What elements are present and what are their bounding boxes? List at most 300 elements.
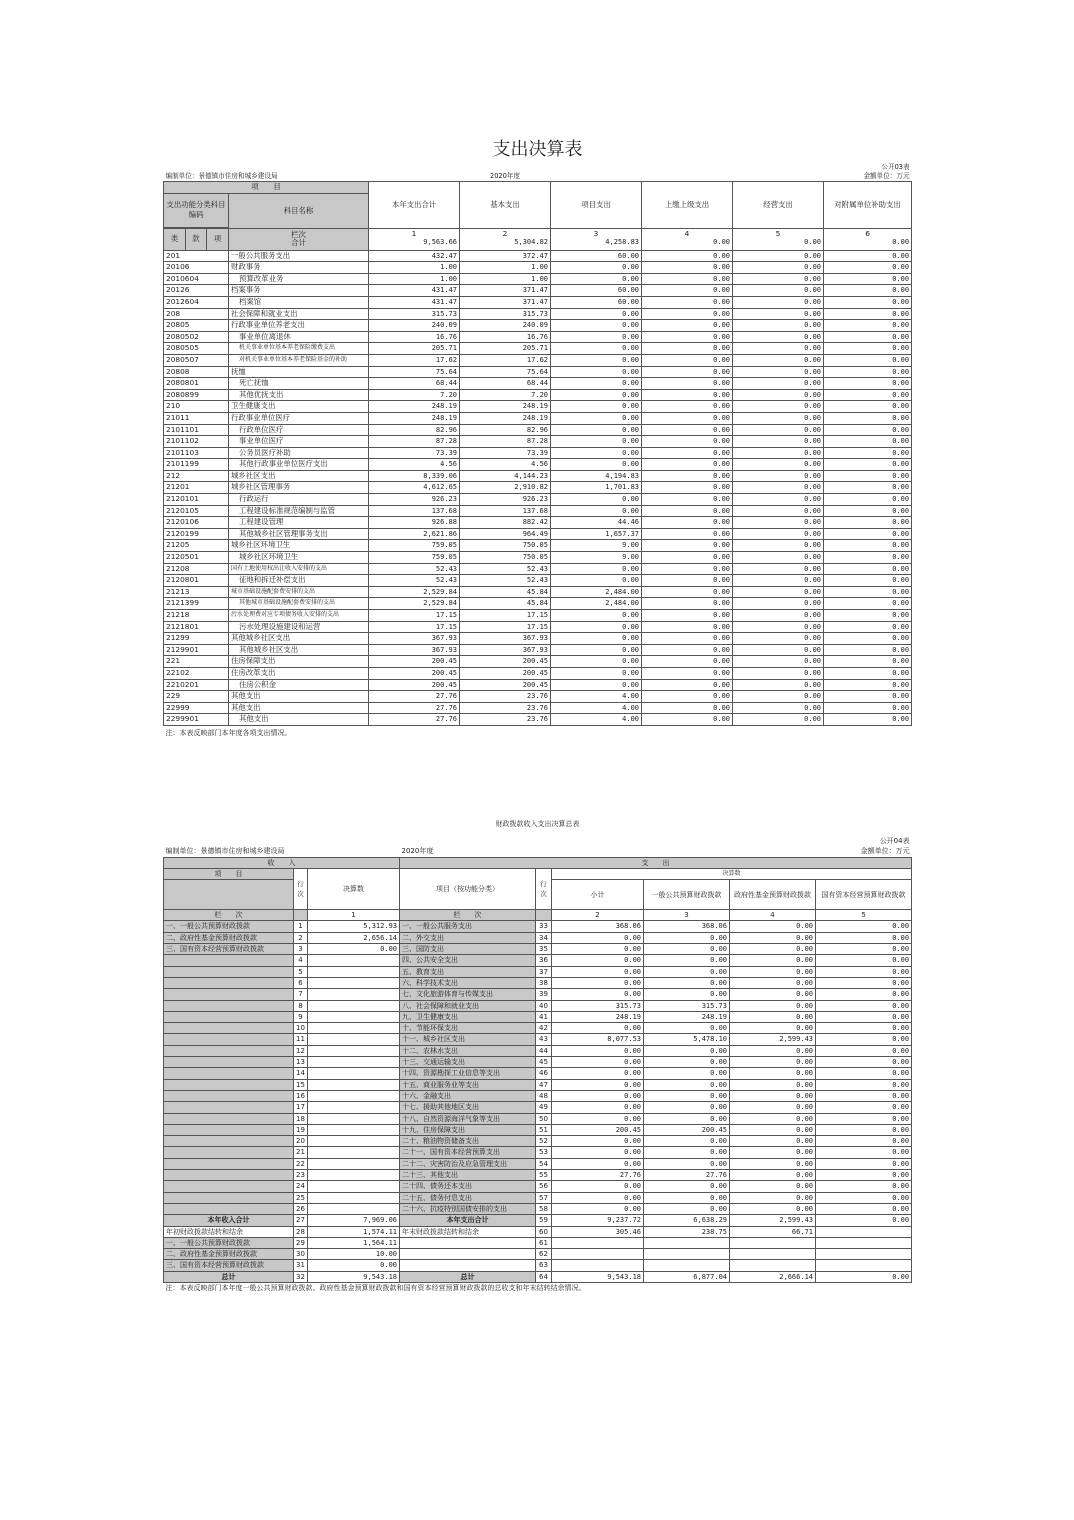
table1-row-value: 0.00 xyxy=(824,401,912,413)
table2-row-expense-value: 0.00 xyxy=(730,989,816,1000)
table1-row-value: 4.00 xyxy=(551,714,642,726)
table1-row-value: 1.00 xyxy=(369,262,460,274)
table1-row-value: 882.42 xyxy=(460,517,551,529)
table2-row-expense-ln: 46 xyxy=(536,1068,552,1079)
table1-row-value: 52.43 xyxy=(369,575,460,587)
table1-row-value: 4,194.83 xyxy=(551,470,642,482)
table2-row-expense-value: 0.00 xyxy=(730,921,816,932)
table2-row-income-ln: 11 xyxy=(294,1034,308,1045)
table2-row-expense-ln: 51 xyxy=(536,1124,552,1135)
table2-row-expense-value: 0.00 xyxy=(730,1102,816,1113)
table1-row-name: 城乡社区环境卫生 xyxy=(229,552,369,564)
table1-row-value: 2,529.84 xyxy=(369,598,460,610)
table1-row-value: 8,339.06 xyxy=(369,470,460,482)
table1-row-value: 45.84 xyxy=(460,598,551,610)
table2-row-income-value xyxy=(308,1203,400,1214)
table1-row-value: 2,484.00 xyxy=(551,586,642,598)
table1-row-value: 200.45 xyxy=(460,656,551,668)
table1-row-value: 0.00 xyxy=(824,320,912,332)
table2-row-expense-value: 0.00 xyxy=(730,1158,816,1169)
table2-expense-total-v4: 0.00 xyxy=(816,1215,912,1226)
table2-grand-total-ln-right: 64 xyxy=(536,1271,552,1282)
table1-row xyxy=(164,563,912,575)
table1-total-6: 0.00 xyxy=(892,237,910,246)
table1-row-code: 2299901 xyxy=(164,714,229,726)
table2-r61-item xyxy=(400,1237,536,1248)
table2-row-expense-value: 0.00 xyxy=(816,1102,912,1113)
table2-r63-v4 xyxy=(816,1260,912,1271)
table2-row-income-item xyxy=(164,1147,294,1158)
table1-row-value: 367.93 xyxy=(460,633,551,645)
table2-header-general: 一般公共预算财政拨款 xyxy=(644,880,730,910)
table2-row-expense-item: 十八、自然资源海洋气象等支出 xyxy=(400,1113,536,1124)
table2-header-fund: 政府性基金预算财政拨款 xyxy=(730,880,816,910)
table1-row-value: 27.76 xyxy=(369,702,460,714)
table1-row-name: 其他城乡社区支出 xyxy=(229,644,369,656)
table2-row-income-item xyxy=(164,1011,294,1022)
table1-row-value: 205.71 xyxy=(460,343,551,355)
table2-r61-ln: 61 xyxy=(536,1237,552,1248)
table2-row-income-ln: 13 xyxy=(294,1057,308,1068)
table1-row xyxy=(164,540,912,552)
table2-row-income-ln: 26 xyxy=(294,1203,308,1214)
table1-row-value: 17.15 xyxy=(460,610,551,622)
table2-row-expense-value: 27.76 xyxy=(644,1170,730,1181)
table2-row-income-item: 三、国有资本经营预算财政拨款 xyxy=(164,944,294,955)
table1-row xyxy=(164,273,912,285)
table1-colnum-5: 5 xyxy=(775,228,781,238)
table2-carryin-label: 年初财政拨款结转和结余 xyxy=(164,1226,294,1237)
table2-carryout-ln: 60 xyxy=(536,1226,552,1237)
table1-row xyxy=(164,714,912,726)
table2-row-expense-value: 0.00 xyxy=(644,1023,730,1034)
table2-note: 注：本表反映部门本年度一般公共预算财政拨款、政府性基金预算财政拨款和国有资本经营预算财政拨款的总收支和年末结转结余情况。 xyxy=(165,1283,586,1292)
table1-header-total: 合计 xyxy=(291,238,306,248)
table2-row-income-item xyxy=(164,1057,294,1068)
table2-row xyxy=(164,1170,912,1181)
table1-row-value: 0.00 xyxy=(642,563,733,575)
table2-row-expense-value: 0.00 xyxy=(730,977,816,988)
table1-row-value: 0.00 xyxy=(733,505,824,517)
table2-row-expense-value: 0.00 xyxy=(816,1170,912,1181)
table1-row-value: 248.19 xyxy=(460,401,551,413)
table1-row-value: 0.00 xyxy=(551,447,642,459)
table1-row xyxy=(164,644,912,656)
table1-colnum-6: 6 xyxy=(865,228,870,238)
table2-row-expense-ln: 37 xyxy=(536,966,552,977)
table2-row-income-item xyxy=(164,989,294,1000)
table1-row-value: 16.76 xyxy=(460,331,551,343)
table1-row-value: 0.00 xyxy=(551,320,642,332)
table1-row-value: 0.00 xyxy=(733,494,824,506)
table2-r61-v2 xyxy=(644,1237,730,1248)
table1-row-value: 2,621.86 xyxy=(369,528,460,540)
table1-total-5: 0.00 xyxy=(804,237,821,246)
table2-row-income-value xyxy=(308,1057,400,1068)
table1-row-value: 0.00 xyxy=(551,494,642,506)
table1-row xyxy=(164,378,912,390)
table1-row-value: 0.00 xyxy=(824,273,912,285)
table1-row-code: 221 xyxy=(164,656,229,668)
table2-row-expense-ln: 41 xyxy=(536,1011,552,1022)
table2-row-expense-value: 0.00 xyxy=(730,1147,816,1158)
table1-row-value: 0.00 xyxy=(642,320,733,332)
table2-header-lineno-left: 行次 xyxy=(294,868,308,909)
table1-row-value: 0.00 xyxy=(824,517,912,529)
table1-row-value: 0.00 xyxy=(642,714,733,726)
table1-row-value: 0.00 xyxy=(551,273,642,285)
table1-row xyxy=(164,633,912,645)
table1-row-value: 0.00 xyxy=(824,354,912,366)
table1-row xyxy=(164,343,912,355)
table2-unit: 编制单位：景德镇市住房和城乡建设局 xyxy=(165,847,285,856)
table1-row-value: 0.00 xyxy=(824,552,912,564)
table1-row-name: 城乡社区支出 xyxy=(229,470,369,482)
table1-row-code: 20805 xyxy=(164,320,229,332)
table2-header-state-capital: 国有资本经营预算财政拨款 xyxy=(816,880,912,910)
table1-row xyxy=(164,494,912,506)
table2-row-expense-ln: 44 xyxy=(536,1045,552,1056)
table1-row-code: 2101101 xyxy=(164,424,229,436)
table2-row-expense-ln: 40 xyxy=(536,1000,552,1011)
table1-row-value: 0.00 xyxy=(642,679,733,691)
table2-row-income-value xyxy=(308,977,400,988)
table2-grand-total-value-left: 9,543.18 xyxy=(308,1271,400,1282)
table1-row-value: 926.88 xyxy=(369,517,460,529)
table1-row-code: 20808 xyxy=(164,366,229,378)
table1-row xyxy=(164,679,912,691)
table2-row-expense-value: 0.00 xyxy=(730,955,816,966)
table2-row-expense-value: 368.06 xyxy=(552,921,644,932)
table1-row-value: 0.00 xyxy=(642,540,733,552)
table1-row-value: 0.00 xyxy=(733,366,824,378)
table1-row-value: 17.15 xyxy=(369,621,460,633)
table2-row-income-item xyxy=(164,1034,294,1045)
table1-row-value: 750.05 xyxy=(460,540,551,552)
table1-row-value: 371.47 xyxy=(460,285,551,297)
table2-row-income-item xyxy=(164,1023,294,1034)
table1-row-value: 0.00 xyxy=(733,644,824,656)
table2-income-total-label: 本年收入合计 xyxy=(164,1215,294,1226)
table1-row-name: 工程建设标准规范编制与监管 xyxy=(229,505,369,517)
table2-row-expense-value: 0.00 xyxy=(552,1136,644,1147)
table2-grand-total-label-left: 总计 xyxy=(164,1271,294,1282)
table2-row-expense-value: 0.00 xyxy=(552,1203,644,1214)
expenditure-statement-table xyxy=(163,137,912,740)
table2-row-income-ln: 5 xyxy=(294,966,308,977)
table2-row-expense-ln: 39 xyxy=(536,989,552,1000)
table1-row-value: 73.39 xyxy=(369,447,460,459)
expenditure-statement-sheet xyxy=(163,137,911,740)
table1-row-value: 0.00 xyxy=(551,412,642,424)
table2-row-expense-value: 0.00 xyxy=(816,1203,912,1214)
table1-row-code: 21299 xyxy=(164,633,229,645)
table1-row-name: 其他支出 xyxy=(229,691,369,703)
table2-row-expense-value: 0.00 xyxy=(816,1034,912,1045)
table1-row-value: 0.00 xyxy=(642,470,733,482)
table1-row-value: 0.00 xyxy=(824,575,912,587)
table2-row-income-value xyxy=(308,1181,400,1192)
table2-income-total-value: 7,969.06 xyxy=(308,1215,400,1226)
table2-r63-v2 xyxy=(644,1260,730,1271)
table1-row-name: 卫生健康支出 xyxy=(229,401,369,413)
table1-row-value: 2,529.84 xyxy=(369,586,460,598)
table2-row-income-ln: 9 xyxy=(294,1011,308,1022)
table1-row-value: 0.00 xyxy=(733,656,824,668)
table1-row-value: 0.00 xyxy=(551,424,642,436)
table2-row-income-ln: 8 xyxy=(294,1000,308,1011)
table1-row-value: 0.00 xyxy=(824,470,912,482)
table1-row xyxy=(164,250,912,262)
table2-row-expense-value: 0.00 xyxy=(730,1124,816,1135)
table2-row-expense-value: 0.00 xyxy=(730,1136,816,1147)
table2-row-income-item xyxy=(164,1102,294,1113)
table1-row-value: 0.00 xyxy=(824,389,912,401)
table2-row-expense-value: 0.00 xyxy=(816,989,912,1000)
table1-row-code: 2012604 xyxy=(164,296,229,308)
table1-row-name: 对机关事业单位基本养老保险基金的补助 xyxy=(229,354,369,366)
table1-header-name: 科目名称 xyxy=(229,193,369,228)
table1-row-value: 0.00 xyxy=(642,424,733,436)
table2-row-expense-value: 0.00 xyxy=(730,1000,816,1011)
table1-row-value: 44.46 xyxy=(551,517,642,529)
table2-lineno-blank-right xyxy=(536,910,552,921)
table2-row-expense-value: 0.00 xyxy=(644,955,730,966)
table2-row-income-value xyxy=(308,1079,400,1090)
table2-row-expense-ln: 49 xyxy=(536,1102,552,1113)
table1-row-value: 0.00 xyxy=(824,262,912,274)
table2-row-expense-value: 0.00 xyxy=(816,944,912,955)
table1-header-code: 支出功能分类科目编码 xyxy=(164,193,229,227)
table1-row-value: 0.00 xyxy=(551,667,642,679)
table1-row-value: 0.00 xyxy=(824,505,912,517)
table2-row xyxy=(164,977,912,988)
table2-row-expense-item: 二十三、其他支出 xyxy=(400,1170,536,1181)
table1-row xyxy=(164,262,912,274)
table2-row-expense-value: 0.00 xyxy=(816,1113,912,1124)
table2-row-expense-ln: 56 xyxy=(536,1181,552,1192)
table2-row-income-value xyxy=(308,1090,400,1101)
table2-row-income-ln: 12 xyxy=(294,1045,308,1056)
table1-row xyxy=(164,528,912,540)
table2-row-expense-value: 315.73 xyxy=(644,1000,730,1011)
table1-row-name: 其他城乡社区支出 xyxy=(229,633,369,645)
table2-row-expense-item: 一、一般公共服务支出 xyxy=(400,921,536,932)
table1-row xyxy=(164,610,912,622)
table1-row-value: 27.76 xyxy=(369,714,460,726)
table2-row-income-item xyxy=(164,1136,294,1147)
table2-carryin-fund-label: 二、政府性基金预算财政拨款 xyxy=(164,1249,294,1260)
table2-row-expense-ln: 34 xyxy=(536,932,552,943)
table1-row-code: 2120106 xyxy=(164,517,229,529)
table1-row-value: 315.73 xyxy=(369,308,460,320)
table2-row-income-ln: 4 xyxy=(294,955,308,966)
table1-row-name: 档案馆 xyxy=(229,296,369,308)
table2-r62-v3 xyxy=(730,1249,816,1260)
table2-lineno-label-left: 栏 次 xyxy=(164,910,294,921)
table1-row-value: 7.20 xyxy=(369,389,460,401)
table2-row xyxy=(164,1158,912,1169)
table1-row-value: 45.84 xyxy=(460,586,551,598)
table1-total-1: 9,563.66 xyxy=(423,237,457,246)
table1-row-value: 0.00 xyxy=(824,296,912,308)
table2-row-expense-item: 六、科学技术支出 xyxy=(400,977,536,988)
table1-row-value: 0.00 xyxy=(642,412,733,424)
table1-row-value: 0.00 xyxy=(824,621,912,633)
table1-row xyxy=(164,691,912,703)
table2-row xyxy=(164,1057,912,1068)
table1-row-value: 75.64 xyxy=(369,366,460,378)
table1-row-value: 367.93 xyxy=(460,644,551,656)
table1-title: 支出决算表 xyxy=(492,139,583,160)
table1-row-name: 城乡社区管理事务 xyxy=(229,482,369,494)
table2-row-expense-ln: 48 xyxy=(536,1090,552,1101)
table2-row-income-item: 一、一般公共预算财政拨款 xyxy=(164,921,294,932)
table1-row-code: 2101102 xyxy=(164,436,229,448)
table1-row-value: 9.00 xyxy=(551,540,642,552)
table1-row-value: 0.00 xyxy=(824,331,912,343)
table1-header-col6: 对附属单位补助支出 xyxy=(824,182,912,229)
fiscal-appropriation-summary-sheet xyxy=(163,812,911,1293)
table1-row-value: 17.15 xyxy=(460,621,551,633)
fiscal-appropriation-summary-table xyxy=(163,812,912,1293)
table2-row-expense-value: 0.00 xyxy=(730,1113,816,1124)
table2-row-income-ln: 3 xyxy=(294,944,308,955)
table2-row-expense-item: 十四、资源勘探工业信息等支出 xyxy=(400,1068,536,1079)
table1-row-value: 0.00 xyxy=(642,644,733,656)
table2-r61-v3 xyxy=(730,1237,816,1248)
table1-row-value: 372.47 xyxy=(460,250,551,262)
table1-row-value: 0.00 xyxy=(733,714,824,726)
table2-row-expense-value: 0.00 xyxy=(730,932,816,943)
table1-row-code: 2080801 xyxy=(164,378,229,390)
table2-money-unit: 金额单位：万元 xyxy=(860,847,910,856)
table2-r62-v4 xyxy=(816,1249,912,1260)
table2-row-income-ln: 6 xyxy=(294,977,308,988)
table1-row-code: 2121801 xyxy=(164,621,229,633)
table1-row-value: 0.00 xyxy=(642,482,733,494)
table1-row-name: 污水处理费对应专项债务收入安排的支出 xyxy=(229,610,369,622)
table1-row-value: 926.23 xyxy=(460,494,551,506)
table2-colnum-4: 4 xyxy=(730,910,816,921)
table2-header-final: 决算数 xyxy=(552,868,912,879)
table2-row-expense-ln: 50 xyxy=(536,1113,552,1124)
table1-row-value: 2,910.82 xyxy=(460,482,551,494)
table2-row xyxy=(164,921,912,932)
table2-row xyxy=(164,1124,912,1135)
table1-row-value: 0.00 xyxy=(824,598,912,610)
table2-row-expense-value: 0.00 xyxy=(552,1090,644,1101)
table2-row-expense-value: 0.00 xyxy=(644,1147,730,1158)
table2-row-expense-ln: 52 xyxy=(536,1136,552,1147)
table2-colnum-3: 3 xyxy=(644,910,730,921)
table2-row-expense-value: 0.00 xyxy=(644,977,730,988)
table2-row-expense-item: 十九、住房保障支出 xyxy=(400,1124,536,1135)
table2-carryout-v1: 305.46 xyxy=(552,1226,644,1237)
table1-row-value: 0.00 xyxy=(642,389,733,401)
table1-row-code: 2120801 xyxy=(164,575,229,587)
table2-row-income-value: 0.00 xyxy=(308,944,400,955)
table1-row-value: 0.00 xyxy=(642,296,733,308)
table2-row-expense-item: 二十二、灾害防治及应急管理支出 xyxy=(400,1158,536,1169)
table2-lineno-label-right: 栏 次 xyxy=(400,910,536,921)
table1-row-name: 城市基础设施配套费安排的支出 xyxy=(229,586,369,598)
table2-row-expense-item: 十七、援助其他地区支出 xyxy=(400,1102,536,1113)
table1-row-value: 0.00 xyxy=(733,517,824,529)
table2-row-income-ln: 7 xyxy=(294,989,308,1000)
table1-row-value: 1,701.83 xyxy=(551,482,642,494)
table1-row-value: 0.00 xyxy=(642,494,733,506)
table2-row-income-item xyxy=(164,1170,294,1181)
table1-row-code: 2121399 xyxy=(164,598,229,610)
table1-row-value: 0.00 xyxy=(642,378,733,390)
table1-row xyxy=(164,621,912,633)
table1-year: 2020年度 xyxy=(490,172,520,180)
table2-colnum-1: 1 xyxy=(308,910,400,921)
table1-row-value: 0.00 xyxy=(642,598,733,610)
table2-row-expense-item: 二十一、国有资本经营预算支出 xyxy=(400,1147,536,1158)
table1-row-value: 75.64 xyxy=(460,366,551,378)
table2-row-expense-ln: 54 xyxy=(536,1158,552,1169)
table2-carryin-value: 1,574.11 xyxy=(308,1226,400,1237)
table2-row-income-ln: 20 xyxy=(294,1136,308,1147)
table2-grand-total-v1: 9,543.18 xyxy=(552,1271,644,1282)
table1-row xyxy=(164,308,912,320)
table1-row-code: 2010604 xyxy=(164,273,229,285)
table2-row-expense-value: 2,599.43 xyxy=(730,1034,816,1045)
table2-row-expense-ln: 35 xyxy=(536,944,552,955)
table1-row-value: 240.09 xyxy=(369,320,460,332)
table2-row-expense-value: 0.00 xyxy=(644,1090,730,1101)
table2-colnum-5: 5 xyxy=(816,910,912,921)
table1-row-value: 0.00 xyxy=(642,354,733,366)
table1-row-value: 0.00 xyxy=(824,494,912,506)
table2-row-income-item xyxy=(164,1113,294,1124)
table2-r61-v4 xyxy=(816,1237,912,1248)
table1-row-value: 0.00 xyxy=(824,482,912,494)
table1-row-value: 0.00 xyxy=(551,621,642,633)
table1-row-value: 200.45 xyxy=(460,667,551,679)
table2-row-expense-value: 248.19 xyxy=(644,1011,730,1022)
table1-header-kuan: 款 xyxy=(186,228,207,250)
table1-row-value: 0.00 xyxy=(642,401,733,413)
table1-row-value: 0.00 xyxy=(824,343,912,355)
table1-row-value: 0.00 xyxy=(824,714,912,726)
table2-row-expense-value: 0.00 xyxy=(644,1203,730,1214)
table1-row-value: 0.00 xyxy=(733,610,824,622)
table2-row-expense-value: 0.00 xyxy=(644,944,730,955)
table2-row xyxy=(164,1136,912,1147)
table1-row-value: 0.00 xyxy=(642,262,733,274)
table1-row-value: 0.00 xyxy=(642,273,733,285)
table1-row-value: 240.09 xyxy=(460,320,551,332)
table2-row-expense-ln: 42 xyxy=(536,1023,552,1034)
table1-row-value: 0.00 xyxy=(824,424,912,436)
table1-row-value: 60.00 xyxy=(551,250,642,262)
table2-row-expense-value: 0.00 xyxy=(730,1057,816,1068)
table2-row-expense-value: 0.00 xyxy=(730,1079,816,1090)
table2-row-income-ln: 24 xyxy=(294,1181,308,1192)
table1-row-value: 750.05 xyxy=(460,552,551,564)
table2-row-income-item xyxy=(164,1079,294,1090)
table2-header-expense: 支 出 xyxy=(400,857,912,868)
table1-total-3: 4,258.83 xyxy=(605,237,639,246)
table1-row-value: 964.49 xyxy=(460,528,551,540)
table1-form-no: 公开03表 xyxy=(881,163,910,171)
table1-row-value: 0.00 xyxy=(824,436,912,448)
table1-row-name: 行政运行 xyxy=(229,494,369,506)
table2-carryin-capital-ln: 31 xyxy=(294,1260,308,1271)
